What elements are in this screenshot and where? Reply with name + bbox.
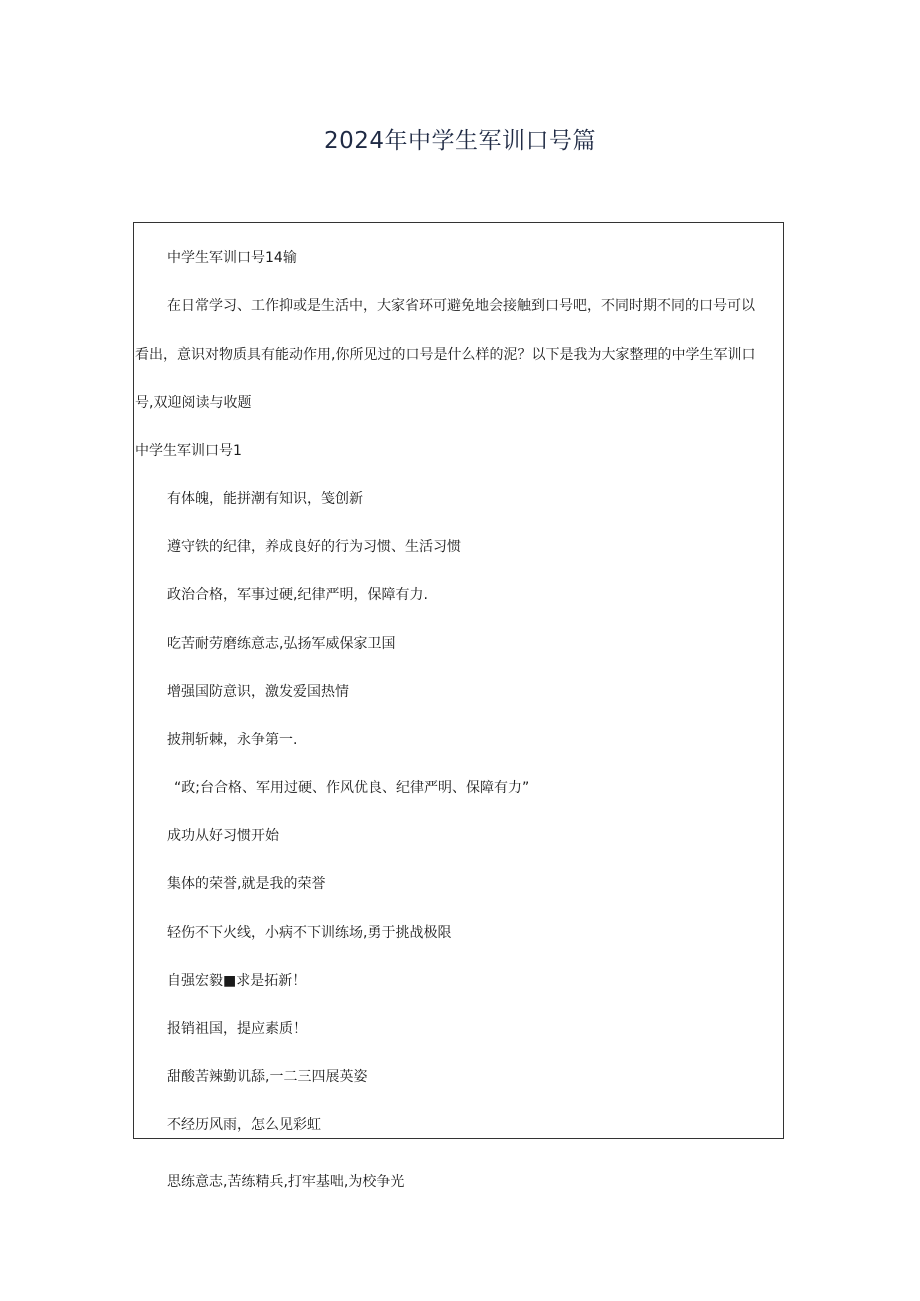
document-title: 2024年中学生军训口号篇 (323, 128, 597, 154)
slogan-item: 不经历风雨，怎么见彩虹 (167, 1117, 321, 1133)
slogan-item: 遵守铁的纪律，养成良好的行为习惯、生活习惯 (167, 539, 461, 555)
slogan-item: 集体的荣誉,就是我的荣誉 (167, 876, 326, 892)
intro-line-1: 在日常学习、工作抑或是生活中，大家省环可避免地会接触到口号吧，不同时期不同的口号可以 (167, 298, 755, 314)
slogan-item-quoted: “政;台合格、军用过硬、作风优良、纪律严明、保障有力” (174, 780, 530, 796)
slogan-item: 增强国防意识，激发爱国热情 (167, 684, 349, 700)
section-heading: 中学生军训口号1 (135, 443, 242, 459)
slogan-item: 自强宏毅■求是拓新！ (167, 973, 307, 989)
intro-line-2: 看出，意识对物质具有能动作用,你所见过的口号是什么样的泥？以下是我为大家整理的中学生军训口 (135, 347, 756, 363)
slogan-item: 甜酸苦辣勤讥舔,一二三四展英姿 (167, 1069, 368, 1085)
slogan-item: 政治合格，军事过硬,纪律严明，保障有力. (167, 587, 428, 603)
intro-line-3: 号,双迎阅读与收题 (135, 395, 252, 411)
slogan-item: 轻伤不下火线，小病不下训练场,勇于挑战极限 (167, 925, 452, 941)
slogan-item: 有体魄，能拼潮有知识，笺创新 (167, 491, 363, 507)
subtitle: 中学生军训口号14输 (167, 250, 297, 266)
slogan-item: 报销祖国，提应素质！ (167, 1021, 307, 1037)
slogan-after-box: 思练意志,苦练精兵,打牢基咄,为校争光 (167, 1174, 405, 1190)
slogan-item: 成功从好习惯开始 (167, 828, 279, 844)
slogan-item: 吃苦耐劳磨练意志,弘扬军威保家卫国 (167, 636, 396, 652)
slogan-item: 披荆斩棘，永争第一. (167, 732, 298, 748)
